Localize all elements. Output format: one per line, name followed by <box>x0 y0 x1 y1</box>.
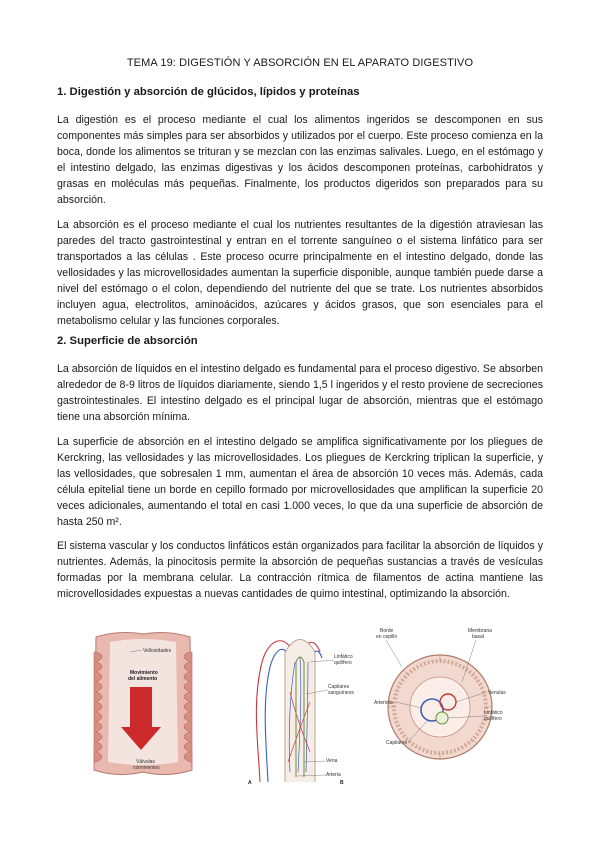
label-membrane-1: Membrana <box>468 628 492 634</box>
label-vein: Vena <box>326 758 338 764</box>
section-1-heading: 1. Digestión y absorción de glúcidos, lípidos y proteínas <box>57 86 360 98</box>
section-2-paragraph-3: El sistema vascular y los conductos linfáticos están organizados para facilitar la absorción de líquidos y nutrientes. Además, la pinocitosis permite la absorción de pequeñas sustancias a través de vesículas formadas por la membrana celular. La contracción rítmica de filamentos de actina mantiene las microvellosidades expuestas a nuevas cantidades de quimo intestinal, optimizando la absorción. <box>57 540 543 600</box>
section-2-paragraph-1: La absorción de líquidos en el intestino delgado es fundamental para el proceso digestivo. Se absorben alrededor de 8-9 litros de líquidos diariamente, siendo 1,5 l ingeridos y el resto proviene de secreciones gastrointestinales. El intestino delgado es el principal lugar de absorción, mientras que el estómago tiene una absorción mínima. <box>57 363 543 423</box>
label-capillaries-right: Capilares <box>386 740 408 746</box>
label-lymph-right-1: Linfático <box>484 710 503 716</box>
section-2-heading: 2. Superficie de absorción <box>57 335 198 347</box>
label-movement-1: Movimiento <box>130 670 158 676</box>
label-capillaries-1: Capilares <box>328 684 350 690</box>
villus-cross-section-figure <box>372 622 512 772</box>
section-1-paragraph-1: La digestión es el proceso mediante el cual los alimentos ingeridos se descomponen en sus componentes más simples para ser absorbidos y utilizados por el cuerpo. Este proceso comienza en la boca, donde los alimentos se trituran y se mezclan con las enzimas salivales. Luego, en el estómago y el intestino delgado, las enzimas digestivas y los ácidos descomponen proteínas, carbohidratos y grasas en moléculas más pequeñas. Finalmente, los productos digeridos son preparados para su absorción. <box>57 114 543 206</box>
label-capillaries-2: sanguíneos <box>328 690 354 696</box>
panel-letter-b: B <box>340 780 344 786</box>
page-title: TEMA 19: DIGESTIÓN Y ABSORCIÓN EN EL APARATO DIGESTIVO <box>126 57 474 69</box>
intestine-wall-figure <box>88 622 198 782</box>
label-brush-border-1: Borde <box>380 628 394 634</box>
panel-letter-a: A <box>248 780 252 786</box>
label-arteriole: Arteriola <box>374 700 393 706</box>
label-lymph-1: Linfático <box>334 654 353 660</box>
label-movement-2: del alimento <box>128 676 158 682</box>
label-valves-1: Válvulas <box>136 759 155 765</box>
label-artery: Arteria <box>326 772 341 778</box>
section-2-paragraph-2: La superficie de absorción en el intestino delgado se amplifica significativamente por los pliegues de Kerckring, las vellosidades y las microvellosidades. Los pliegues de Kerckring triplican la superficie, y las vellosidades, que sobresalen 1 mm, aumentan el área de absorción 10 veces más. Además, cada célula epitelial tiene un borde en cepillo formado por microvellosidades que amplifican la superficie 20 veces adicionales, aumentando el total en casi 1.000 veces, lo que da una superficie de absorción de hasta 250 m². <box>57 436 543 528</box>
label-lymph-right-2: quilífero <box>484 716 502 722</box>
label-membrane-2: basal <box>472 634 484 640</box>
label-valves-2: conniventes <box>133 765 160 771</box>
section-1-paragraph-2: La absorción es el proceso mediante el cual los nutrientes resultantes de la digestión atraviesan las paredes del tracto gastrointestinal y entran en el torrente sanguíneo o el sistema linfático para ser transportados a las células . Este proceso ocurre principalmente en el intestino delgado, donde las vellosidades y las microvellosidades aumentan la superficie disponible, aunque también puede darse a nivel del estómago o el colon, dependiendo del nutriente del que se trate. Los nutrientes absorbidos incluyen agua, electrolitos, aminoácidos, azúcares y ácidos grasos, que son esenciales para el metabolismo celular y las funciones corporales. <box>57 219 543 327</box>
villus-vessels-figure <box>240 622 360 787</box>
label-villi: Vellosidades <box>143 648 172 654</box>
label-veins: Venulas <box>488 690 506 696</box>
movement-arrow-shaft <box>130 687 152 729</box>
label-brush-border-2: en cepillo <box>376 634 398 640</box>
label-lymph-2: quilífero <box>334 660 352 666</box>
